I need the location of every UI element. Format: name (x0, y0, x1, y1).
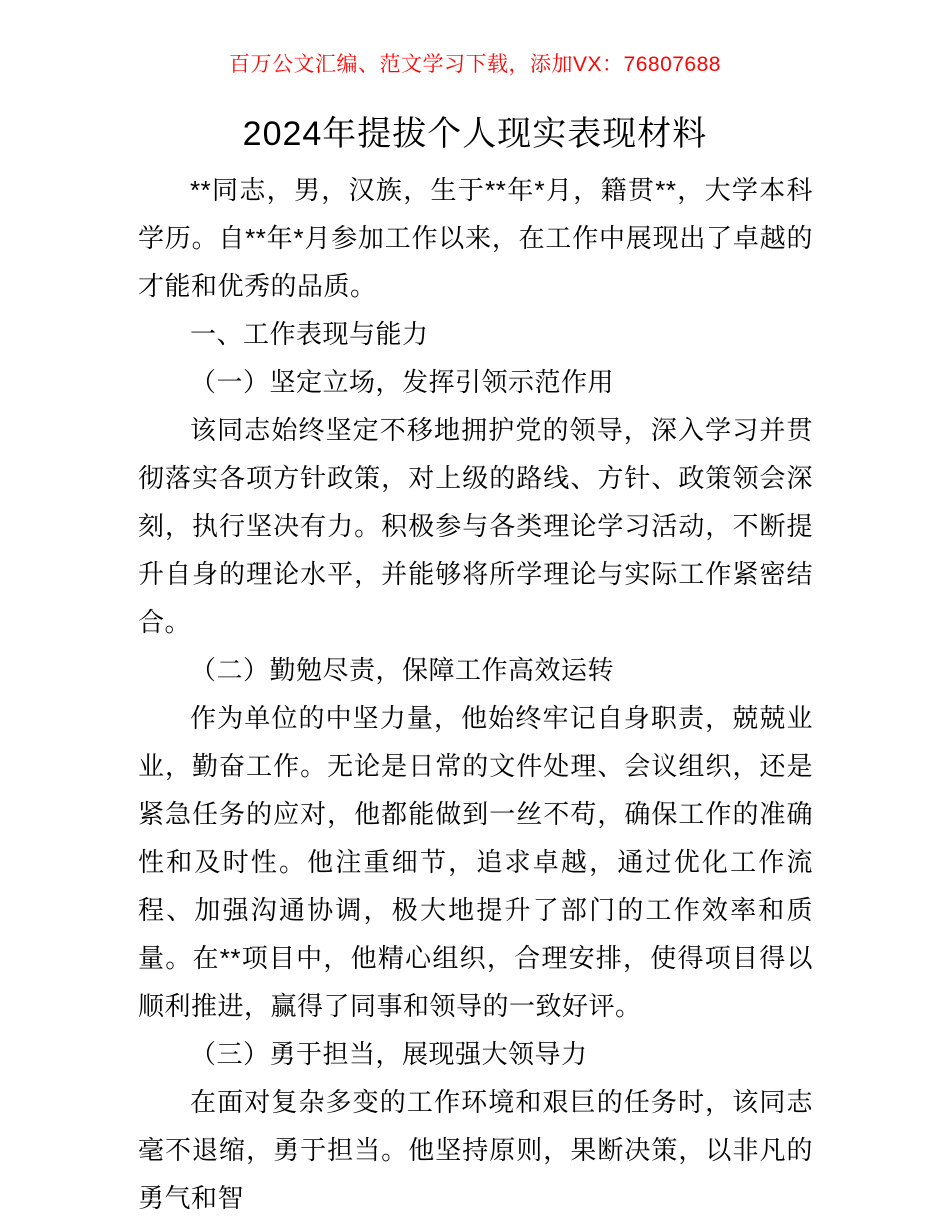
document-body (138, 166, 813, 1222)
intro-paragraph: **同志，男，汉族，生于**年*月，籍贯**，大学本科学历。自**年*月参加工作以来，在工作中展现出了卓越的才能和优秀的品质。 (138, 175, 813, 301)
subsection-heading-1-2: （二）勤勉尽责，保障工作高效运转 (190, 655, 615, 685)
paragraph-1-3: 在面对复杂多变的工作环境和艰巨的任务时，该同志毫不退缩，勇于担当。他坚持原则，果断决策，以非凡的勇气和智 (138, 1087, 813, 1213)
section-heading-1: 一、工作表现与能力 (190, 319, 429, 349)
paragraph-1-1: 该同志始终坚定不移地拥护党的领导，深入学习并贯彻落实各项方针政策，对上级的路线、方针、政策领会深刻，执行坚决有力。积极参与各类理论学习活动，不断提升自身的理论水平，并能够将所学理论与实际工作紧密结合。 (138, 415, 813, 637)
paragraph-1-2: 作为单位的中坚力量，他始终牢记自身职责，兢兢业业，勤奋工作。无论是日常的文件处理、会议组织，还是紧急任务的应对，他都能做到一丝不苟，确保工作的准确性和及时性。他注重细节，追求卓越，通过优化工作流程、加强沟通协调，极大地提升了部门的工作效率和质量。在**项目中，他精心组织，合理安排，使得项目得以顺利推进，赢得了同事和领导的一致好评。 (138, 703, 813, 1021)
subsection-heading-1-1: （一）坚定立场，发挥引领示范作用 (190, 367, 615, 397)
subsection-heading-1-3: （三）勇于担当，展现强大领导力 (190, 1039, 588, 1069)
document-title: 2024年提拔个人现实表现材料 (242, 115, 708, 153)
notice-banner: 百万公文汇编、范文学习下载，添加VX：76807688 (229, 53, 721, 76)
